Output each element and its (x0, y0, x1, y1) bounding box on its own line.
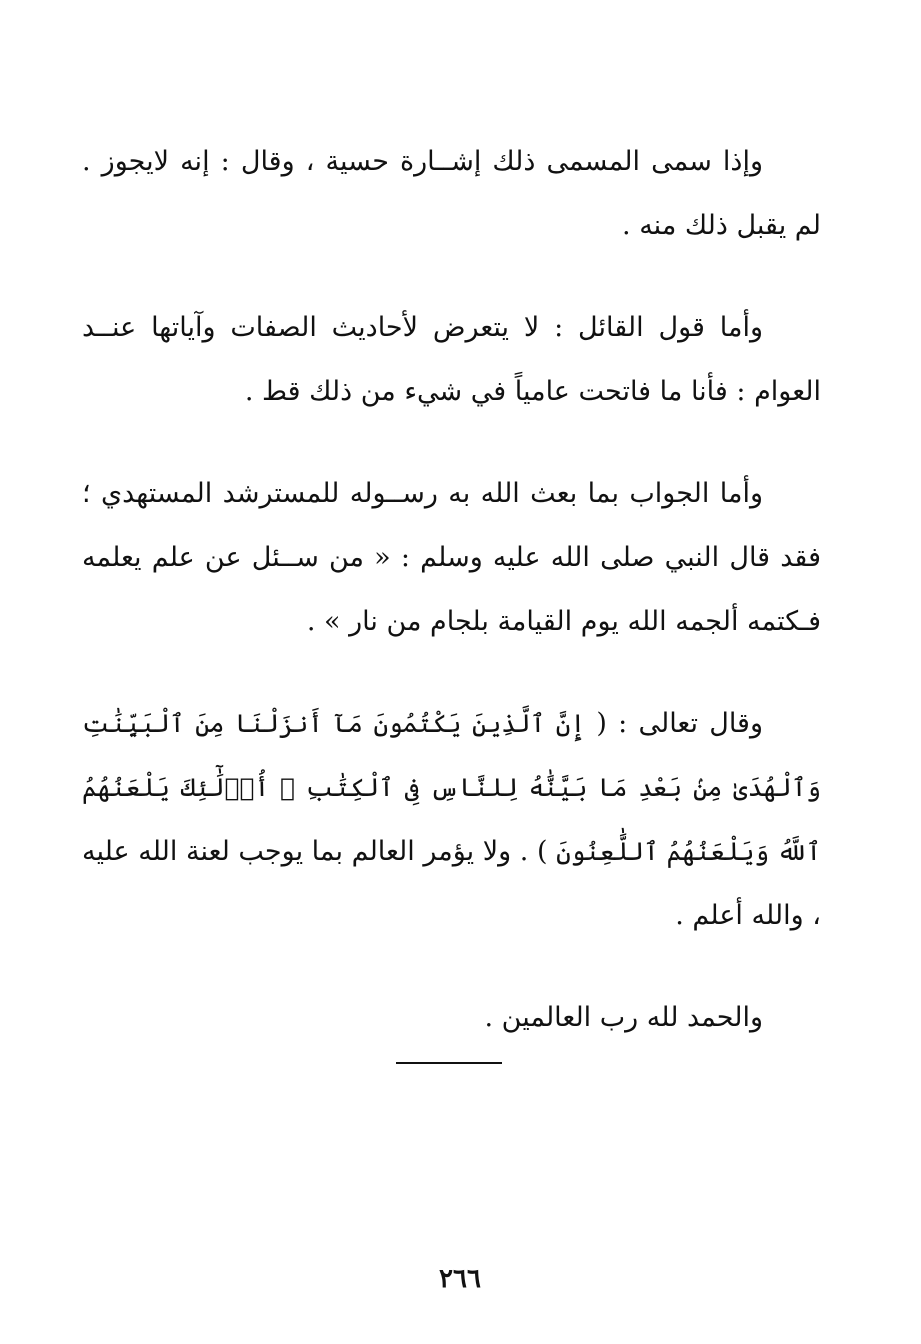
paragraph-3: وأما الجواب بما بعث الله به رســوله للمسترشد المستهدي ؛ فقد قال النبي صلى الله عليه وسلم : « من ســئل عن علم يعلمه فـكتمه ألجمه الله يوم القيامة بلجام من نار » . (82, 478, 821, 637)
paragraph-4 (82, 692, 821, 948)
paragraph-5: والحمد لله رب العالمين . (484, 1002, 763, 1033)
paragraph-1: وإذا سمى المسمى ذلك إشــارة حسية ، وقال : إنه لايجوز . لم يقبل ذلك منه . (82, 146, 821, 241)
verse-outro: ) . ولا يؤمر العالم بما يوجب لعنة الله عليه ، والله أعلم . (81, 836, 821, 931)
quran-verse: إِنَّ ٱلَّذِينَ يَكْتُمُونَ مَآ أَنزَلْنَا مِنَ ٱلْبَيِّنَٰتِ وَٱلْهُدَىٰ مِنۢ بَعْدِ مَا بَيَّنَّٰهُ لِلنَّاسِ فِى ٱلْكِتَٰبِ ۙ أُو۟لَٰٓئِكَ يَلْعَنُهُمُ ٱللَّهُ وَيَلْعَنُهُمُ ٱللَّٰعِنُونَ (82, 709, 821, 866)
body-text (82, 130, 821, 1088)
verse-intro: وقال تعالى : ( (596, 708, 763, 739)
paragraph-2: وأما قول القائل : لا يتعرض لأحاديث الصفات وآياتها عنــد العوام : فأنا ما فاتحت عامياً في شيء من ذلك قط . (82, 312, 821, 407)
section-divider (396, 1062, 502, 1064)
page-number: ٢٦٦ (439, 1264, 481, 1294)
